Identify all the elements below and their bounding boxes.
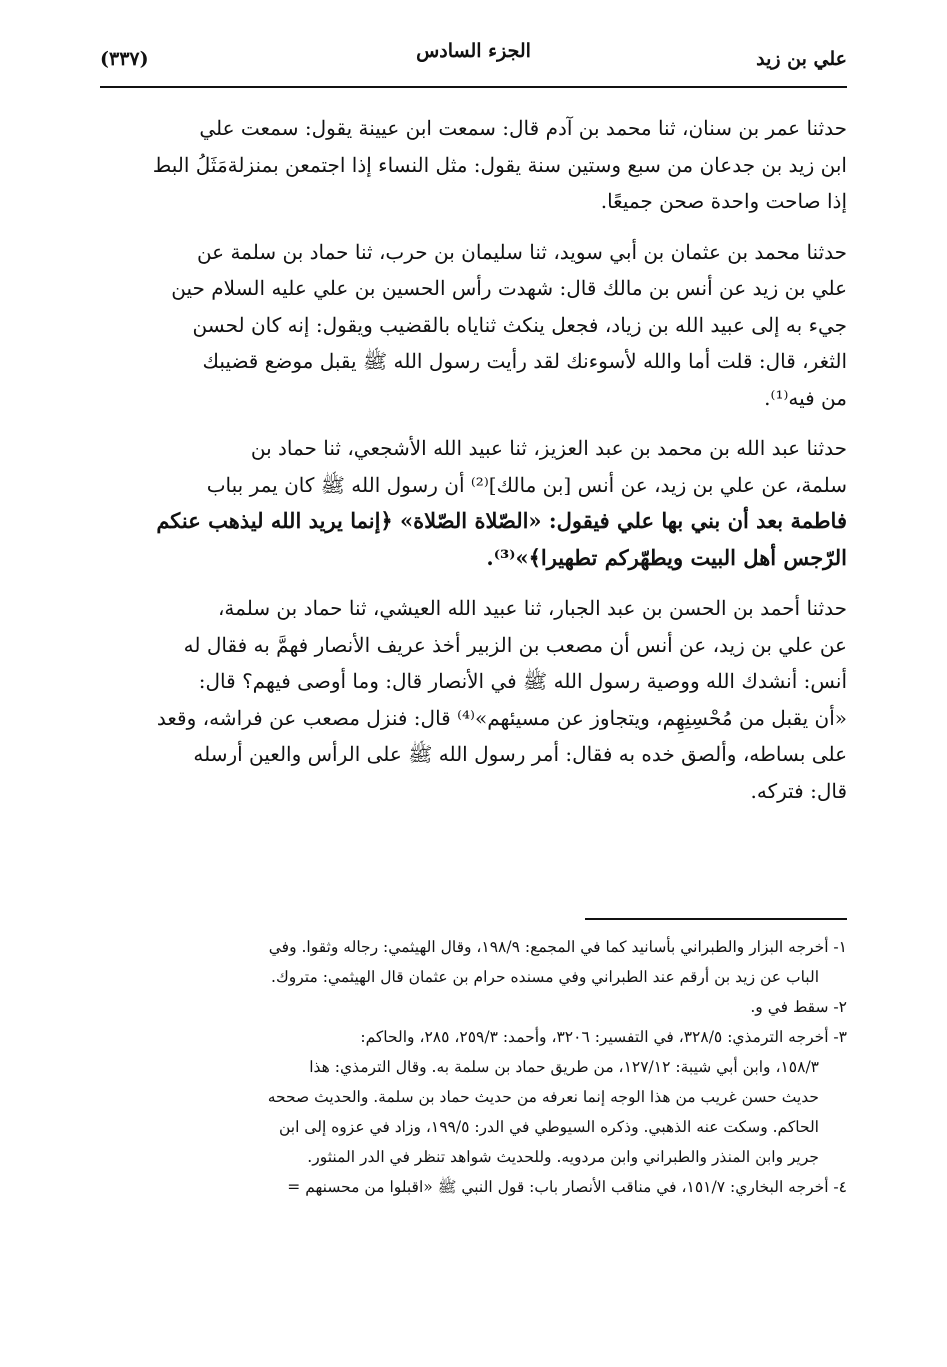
footnote-line: الباب عن زيد بن أرقم عند الطبراني وفي مسنده حرام بن عثمان قال الهيثمي: متروك.: [271, 968, 819, 986]
text-line: علي بن زيد عن أنس بن مالك قال: شهدت رأس الحسين بن علي عليه السلام حين: [171, 276, 847, 300]
text-line: الثغر، قال: قلت أما والله لأسوءنك لقد رأيت رسول الله ﷺ يقبل موضع قضيبك: [202, 349, 847, 373]
text-line: جيء به إلى عبيد الله بن زياد، فجعل ينكث ثناياه بالقضيب ويقول: إنه كان لحسن: [192, 312, 847, 337]
footnote-line: ٣- أخرجه الترمذي: ٣٢٨/٥، في التفسير: ٣٢٠٦، وأحمد: ٢٥٩/٣، ٢٨٥، والحاكم:: [360, 1028, 847, 1046]
text-line: حدثنا عمر بن سنان، ثنا محمد بن آدم قال: سمعت ابن عيينة يقول: سمعت علي: [199, 116, 847, 140]
text-line: إذا صاحت واحدة صحن جميعًا.: [600, 189, 847, 213]
quran-verse-line: الرّجس أهل البيت ويطهّركم تطهيرا﴾»⁽³⁾.: [486, 544, 847, 570]
paragraph: [100, 110, 847, 220]
page-header: [100, 40, 847, 84]
text-line: على بساطه، وألصق خده به فقال: أمر رسول الله ﷺ على الرأس والعين أرسله: [193, 742, 847, 766]
text-line: من فيه⁽¹⁾.: [764, 385, 847, 410]
footnote-line: ١٥٨/٣، وابن أبي شيبة: ١٢٧/١٢، من طريق حماد بن سلمة به. وقال الترمذي: هذا: [309, 1058, 819, 1076]
text-line: ابن زيد بن جدعان من سبع وستين سنة يقول: مثل النساء إذا اجتمعن بمنزلةمَثَلُ البط: [152, 152, 847, 177]
text-line: سلمة، عن علي بن زيد، عن أنس [بن مالك]⁽²⁾ أن رسول الله ﷺ كان يمر بباب: [206, 472, 847, 497]
footnote-line: جرير وابن المنذر والطبراني وابن مردويه. وللحديث شواهد تنظر في الدر المنثور.: [307, 1148, 819, 1166]
header-rule: [100, 86, 847, 88]
footnote: [100, 932, 847, 992]
footnote-line: ٤- أخرجه البخاري: ١٥١/٧، في مناقب الأنصار باب: قول النبي ﷺ «اقبلوا من محسنهم =: [287, 1178, 847, 1196]
text-line: عن علي بن زيد، عن أنس أن مصعب بن الزبير أخذ عريف الأنصار فهمَّ به فقال له: [183, 632, 847, 657]
text-line: حدثنا محمد بن عثمان بن أبي سويد، ثنا سليمان بن حرب، ثنا حماد بن سلمة عن: [196, 239, 847, 264]
footnote-line: حديث حسن غريب من هذا الوجه إنما نعرفه من حديث حماد بن سلمة. والحديث صححه: [267, 1088, 819, 1106]
quran-verse-line: فاطمة بعد أن بني بها علي فيقول: «الصّلاة الصّلاة» ﴿إنما يريد الله ليذهب عنكم: [156, 508, 847, 533]
text-line: حدثنا أحمد بن الحسن بن عبد الجبار، ثنا عبيد الله العيشي، ثنا حماد بن سلمة،: [217, 596, 847, 620]
text-line: أنس: أنشدك الله ووصية رسول الله ﷺ في الأنصار قال: وما أوصى فيهم؟ قال:: [198, 669, 847, 693]
footnote: [100, 992, 847, 1022]
running-head-title: علي بن زيد: [756, 48, 847, 70]
paragraph: [100, 430, 847, 576]
footnote-line: ٢- سقط في و.: [750, 998, 847, 1016]
paragraph: [100, 234, 847, 417]
paragraph: [100, 590, 847, 809]
volume-title: الجزء السادس: [416, 40, 531, 62]
footnote-line: ١- أخرجه البزار والطبراني بأسانيد كما في المجمع: ١٩٨/٩، وقال الهيثمي: رجاله وثقوا. وفي: [268, 938, 847, 956]
text-line: «أن يقبل من مُحْسِنِهِم، ويتجاوز عن مسيئهم»⁽⁴⁾ قال: فنزل مصعب عن فراشه، وقعد: [156, 705, 847, 730]
text-line: حدثنا عبد الله بن محمد بن عبد العزيز، ثنا عبيد الله الأشجعي، ثنا حماد بن: [250, 436, 847, 460]
footnotes: [100, 932, 847, 1202]
page-number: (٣٣٧): [100, 48, 149, 70]
footnote: [100, 1172, 847, 1202]
text-line: قال: فتركه.: [750, 778, 847, 803]
main-text: [100, 110, 847, 823]
footnote: [100, 1022, 847, 1172]
footnote-line: الحاكم. وسكت عنه الذهبي. وذكره السيوطي في الدر: ١٩٩/٥، وزاد في عزوه إلى ابن: [278, 1118, 819, 1136]
footnote-separator: [585, 918, 847, 920]
